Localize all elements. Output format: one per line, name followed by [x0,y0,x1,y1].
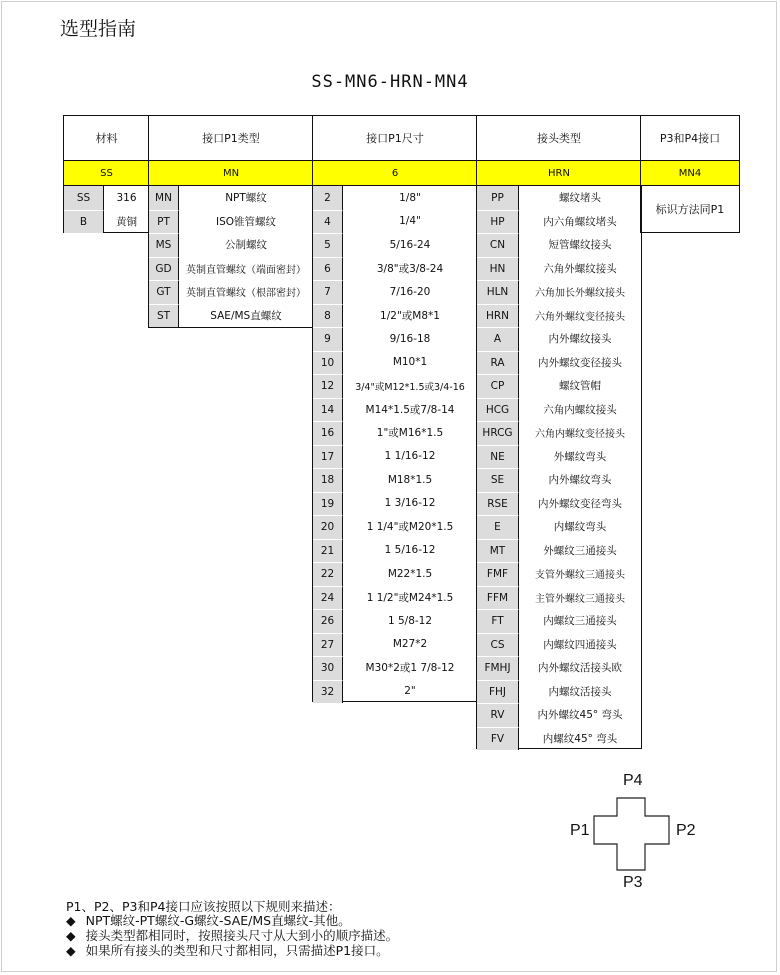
connector-name: 六角内螺纹接头 [543,403,617,416]
p1-size-code: 9 [313,327,343,351]
p1-types-column [148,185,314,328]
connector-name: 内螺纹弯头 [553,521,607,534]
connector-code: FT [477,609,519,633]
p3p4-note-cell: 标识方法同P1 [640,185,740,233]
connector-name: 内螺纹45° 弯头 [542,732,618,745]
connector-code: HRN [477,304,519,328]
p1-size-row [313,562,477,586]
connector-type-row [477,703,641,727]
connector-type-row [477,210,641,234]
header-connector-type: 接头类型 [476,115,642,161]
p1-size-code: 24 [313,586,343,610]
connector-name: 六角外螺纹接头 [543,262,617,275]
connector-name: 内螺纹四通接头 [543,638,617,651]
connector-type-row [477,727,641,751]
selected-material: SS [63,160,150,186]
connector-name: 内外螺纹弯头 [548,474,612,487]
p1-type-name: ISO锥管螺纹 [215,215,277,228]
p1-type-code: GD [149,257,179,281]
material-name: 黄铜 [116,215,137,228]
p1-size-name: M10*1 [392,356,428,369]
p1-size-name: 9/16-18 [389,332,431,345]
p1-size-code: 5 [313,233,343,257]
p1-size-code: 32 [313,680,343,704]
connector-type-row [477,398,641,422]
p1-type-row [149,304,313,328]
p1-size-name: 3/4"或M12*1.5或3/4-16 [355,381,465,393]
connector-code: HLN [477,280,519,304]
p1-size-name: 7/16-20 [389,285,431,298]
connector-code: HN [477,257,519,281]
connector-name: 内外螺纹活接头欧 [538,662,622,675]
p1-size-name: 1/4" [399,215,421,228]
material-name: 316 [116,191,137,204]
selected-connector-type: HRN [476,160,642,186]
connector-type-row [477,351,641,375]
rules-intro: P1、P2、P3和P4接口应该按照以下规则来描述： [66,899,341,914]
connector-name: 外螺纹三通接头 [543,544,617,557]
p1-size-name: M27*2 [392,638,428,651]
p1-size-name: 1 3/16-12 [384,497,436,510]
connector-type-row [477,186,641,210]
p1-size-name: 1"或M16*1.5 [376,427,444,440]
p1-size-row [313,233,477,257]
connector-type-row [477,656,641,680]
p1-size-code: 6 [313,257,343,281]
connector-name: 内外螺纹接头 [548,333,612,346]
materials-column [63,185,150,233]
p1-size-code: 27 [313,633,343,657]
bullet-icon: ◆ [66,913,76,928]
connector-code: FFM [477,586,519,610]
p1-type-name: SAE/MS直螺纹 [210,309,282,322]
material-row [64,210,149,234]
connector-code: HCG [477,398,519,422]
connector-code: A [477,327,519,351]
selected-p1-type: MN [148,160,314,186]
connector-name: 六角加长外螺纹接头 [535,288,625,300]
p1-size-name: 1/8" [399,191,421,204]
connector-code: FV [477,727,519,751]
rule-text: NPT螺纹-PT螺纹-G螺纹-SAE/MS直螺纹-其他。 [85,913,351,928]
connector-name: 内外螺纹变径弯头 [538,497,622,510]
connector-type-row [477,280,641,304]
bullet-icon: ◆ [66,928,76,943]
p1-type-code: MN [149,186,179,210]
connector-code: CN [477,233,519,257]
connector-type-row [477,586,641,610]
connector-name: 螺纹管帽 [559,380,601,393]
rule-text: 如果所有接头的类型和尺寸都相同，只需描述P1接口。 [85,943,389,958]
p1-size-code: 7 [313,280,343,304]
material-code: SS [64,186,104,210]
p1-size-name: 1 1/16-12 [384,450,436,463]
connector-name: 主管外螺纹三通接头 [535,593,625,605]
p1-type-name: 英制直管螺纹（根部密封） [186,288,306,300]
p1-size-row [313,398,477,422]
connector-type-row [477,515,641,539]
p1-size-name: M30*2或1 7/8-12 [365,662,455,675]
p1-size-row [313,327,477,351]
connector-code: E [477,515,519,539]
p1-size-row [313,257,477,281]
p1-size-row [313,351,477,375]
material-code: B [64,210,104,234]
p1-size-code: 19 [313,492,343,516]
p1-type-row [149,210,313,234]
p1-size-name: 1 5/16-12 [384,544,436,557]
connector-type-row [477,562,641,586]
connector-type-row [477,374,641,398]
p1-size-row [313,656,477,680]
connector-code: RV [477,703,519,727]
connector-name: 螺纹堵头 [559,192,601,205]
connector-types-column [476,185,642,749]
connector-name: 六角内螺纹变径接头 [535,429,625,441]
connector-code: RSE [477,492,519,516]
p1-type-code: GT [149,280,179,304]
selected-p3p4: MN4 [640,160,740,186]
p1-sizes-column [312,185,478,702]
p1-size-code: 20 [313,515,343,539]
p1-size-row [313,421,477,445]
p1-size-code: 4 [313,210,343,234]
connector-code: RA [477,351,519,375]
connector-code: CS [477,633,519,657]
connector-type-row [477,609,641,633]
p1-size-code: 26 [313,609,343,633]
model-code-example: SS-MN6-HRN-MN4 [311,72,469,92]
rule-text: 接头类型都相同时，按照接头尺寸从大到小的顺序描述。 [85,928,399,943]
connector-code: CP [477,374,519,398]
connector-name: 六角外螺纹变径接头 [535,311,625,323]
port-label-p3: P3 [623,874,643,891]
p1-size-name: 1 1/4"或M20*1.5 [366,521,454,534]
connector-code: NE [477,445,519,469]
p1-size-name: M14*1.5或7/8-14 [365,403,455,416]
connector-name: 内螺纹活接头 [548,685,612,698]
p1-size-row [313,445,477,469]
connector-type-row [477,304,641,328]
connector-name: 内螺纹三通接头 [543,615,617,628]
p1-size-code: 22 [313,562,343,586]
port-diagram [556,770,704,896]
connector-name: 内外螺纹45° 弯头 [537,709,623,722]
p1-size-row [313,468,477,492]
p1-size-code: 18 [313,468,343,492]
connector-name: 内外螺纹变径接头 [538,356,622,369]
p1-size-row [313,304,477,328]
p1-type-code: MS [149,233,179,257]
p1-size-name: 2" [404,685,416,698]
connector-code: PP [477,186,519,210]
connector-type-row [477,445,641,469]
p1-size-row [313,633,477,657]
connector-code: HP [477,210,519,234]
selected-p1-size: 6 [312,160,478,186]
p1-size-code: 21 [313,539,343,563]
connector-type-row [477,539,641,563]
connector-code: FHJ [477,680,519,704]
p1-size-row [313,492,477,516]
p1-type-row [149,280,313,304]
connector-type-row [477,327,641,351]
header-material: 材料 [63,115,150,161]
connector-type-row [477,468,641,492]
p1-size-row [313,186,477,210]
p1-type-name: 公制螺纹 [225,239,267,252]
p1-size-row [313,609,477,633]
header-p1-size: 接口P1尺寸 [312,115,478,161]
p1-size-name: M18*1.5 [387,473,433,486]
port-label-p2: P2 [676,822,696,839]
connector-name: 支管外螺纹三通接头 [535,570,625,582]
connector-code: FMHJ [477,656,519,680]
connector-type-row [477,233,641,257]
p1-size-row [313,280,477,304]
connector-code: MT [477,539,519,563]
p1-size-code: 16 [313,421,343,445]
p1-size-row [313,515,477,539]
connector-code: FMF [477,562,519,586]
p1-size-row [313,374,477,398]
p1-size-code: 12 [313,374,343,398]
p1-type-row [149,186,313,210]
p1-size-code: 8 [313,304,343,328]
p1-size-code: 30 [313,656,343,680]
p1-size-name: M22*1.5 [387,567,433,580]
connector-type-row [477,257,641,281]
port-label-p4: P4 [623,772,643,789]
rule-item [66,913,351,928]
connector-code: HRCG [477,421,519,445]
p1-size-name: 1/2"或M8*1 [380,309,440,322]
page-title: 选型指南 [60,18,137,40]
p1-type-code: PT [149,210,179,234]
p1-type-row [149,257,313,281]
material-row [64,186,149,210]
p1-type-name: NPT螺纹 [225,192,267,205]
p1-size-row [313,210,477,234]
connector-type-row [477,680,641,704]
p1-type-name: 英制直管螺纹（端面密封） [186,264,306,276]
connector-name: 内六角螺纹堵头 [543,215,617,228]
p1-size-code: 10 [313,351,343,375]
p1-size-code: 17 [313,445,343,469]
p1-type-code: ST [149,304,179,328]
p1-size-row [313,586,477,610]
p1-size-code: 14 [313,398,343,422]
connector-type-row [477,633,641,657]
connector-name: 短管螺纹接头 [548,239,612,252]
rule-item [66,928,398,943]
header-p1-type: 接口P1类型 [148,115,314,161]
p1-type-row [149,233,313,257]
p1-size-name: 1 5/8-12 [387,614,433,627]
connector-type-row [477,421,641,445]
p1-size-row [313,539,477,563]
p1-size-row [313,680,477,704]
connector-code: SE [477,468,519,492]
p1-size-code: 2 [313,186,343,210]
bullet-icon: ◆ [66,943,76,958]
connector-type-row [477,492,641,516]
port-label-p1: P1 [570,822,590,839]
rule-item [66,943,389,958]
header-p3p4: P3和P4接口 [640,115,740,161]
connector-name: 外螺纹弯头 [553,450,607,463]
p1-size-name: 1 1/2"或M24*1.5 [366,591,454,604]
p1-size-name: 3/8"或3/8-24 [376,262,444,275]
p1-size-name: 5/16-24 [389,238,431,251]
